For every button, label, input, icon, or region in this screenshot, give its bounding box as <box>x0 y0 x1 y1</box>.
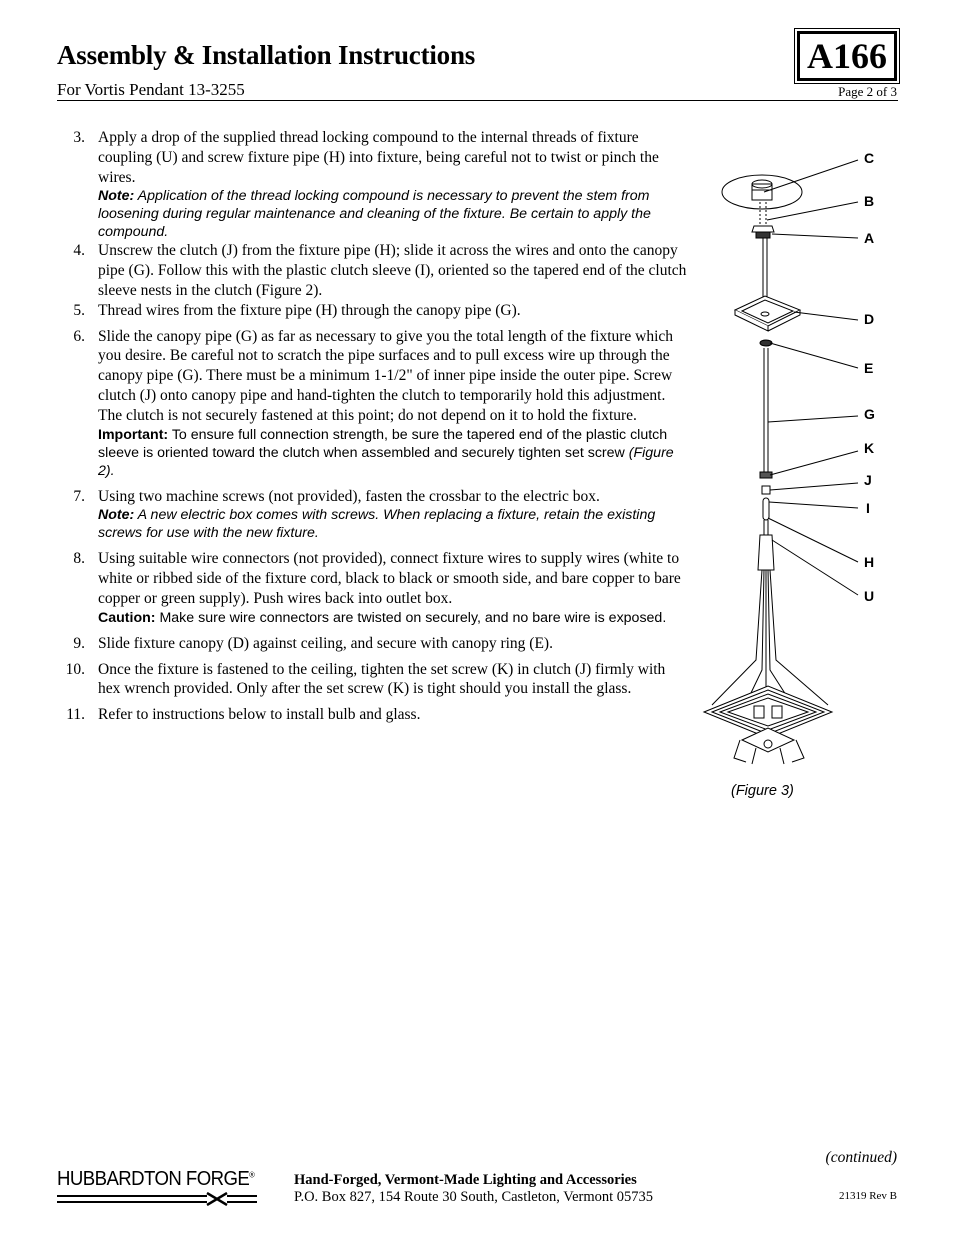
step-10: 10. Once the fixture is fastened to the ceiling, tighten the set screw (K) in clutch (J) firmly with hex wrench provided. Only after the set screw (K) is tight should you install the glass. <box>65 660 666 698</box>
step-important: Important: To ensure full connection strength, be sure the tapered end of the plastic clutch sleeve is oriented toward the clutch when assembled and securely tighten set screw (Figure 2). <box>98 426 674 479</box>
step-8: 8. Using suitable wire connectors (not provided), connect fixture wires to supply wires (white to white or ribbed side of the fixture cord, black to black or smooth side, and bare copper to bare copper or green supply). Push wires back into outlet box. Caution: Make sure wire connectors are twisted on securely, and no bare wire is exposed. <box>57 549 689 626</box>
part-label: E <box>864 360 874 376</box>
step-7: 7. Using two machine screws (not provided), fasten the crossbar to the electric box. Note: A new electric box comes with screws. When replacing a fixture, retain the existing screws for use with the new fixture. <box>57 487 689 543</box>
page-title: Assembly & Installation Instructions <box>57 40 476 70</box>
document-revision: 21319 Rev B <box>838 1190 897 1202</box>
part-label: I <box>866 500 870 516</box>
footer-tagline: Hand-Forged, Vermont-Made Lighting and Accessories <box>294 1172 637 1188</box>
step-text: Slide fixture canopy (D) against ceiling, and secure with canopy ring (E). <box>98 634 553 652</box>
step-caution: Caution: Make sure wire connectors are twisted on securely, and no bare wire is exposed. <box>98 609 667 626</box>
part-labels <box>864 150 875 604</box>
step-text: Once the fixture is fastened to the ceiling, tighten the set screw (K) in clutch (J) firmly with hex wrench provided. Only after the set screw (K) is tight should you install the glass. <box>98 660 666 698</box>
step-note: Note: Application of the thread locking compound is necessary to prevent the stem from loosening during regular maintenance and cleaning of the fixture. Be certain to apply the compound. <box>98 188 651 241</box>
clutch-part <box>762 486 770 494</box>
electric-box-part <box>722 175 802 209</box>
step-text: Refer to instructions below to install bulb and glass. <box>98 706 421 724</box>
part-label: H <box>864 554 875 570</box>
fixture-coupling-part <box>758 535 774 570</box>
page-number: Page 2 of 3 <box>838 84 897 99</box>
step-9: 9. Slide fixture canopy (D) against ceiling, and secure with canopy ring (E). <box>73 634 553 652</box>
figure-caption: (Figure 3) <box>731 783 794 799</box>
glass-shade-part <box>704 686 832 764</box>
step-6: 6. Slide the canopy pipe (G) as far as necessary to give you the total length of the fixture which you desire. Be careful not to scratch the pipe surfaces and to pull excess wire up through the canopy pipe (G). There must be a minimum 1-1/2" of inner pipe inside the outer pipe. Screw clutch (J) onto canopy pipe and hand-tighten the clutch to temporarily hold this adjustment. The clutch is not securely fastened at this point; do not depend on it to hold the fixture. Important: To ensure full connection strength, be sure the tapered end of the plastic clutch sleeve is oriented toward the clutch when assembled and securely tighten set screw (Figure 2). <box>57 327 689 480</box>
instruction-steps <box>57 128 689 725</box>
logo-forge-mark-icon <box>57 1192 262 1206</box>
part-label: B <box>864 193 875 209</box>
clutch-sleeve-part <box>763 498 769 520</box>
part-label: U <box>864 588 875 604</box>
leader-lines <box>764 160 858 595</box>
step-11: 11. Refer to instructions below to install bulb and glass. <box>66 706 421 724</box>
hubbardton-forge-logo <box>57 1168 267 1210</box>
mounting-hardware-part <box>752 202 774 238</box>
step-4: 4. Unscrew the clutch (J) from the fixture pipe (H); slide it across the wires and onto the canopy pipe (G). Follow this with the plastic clutch sleeve (I), oriented so the tapered end of the clutch sleeve nests in the clutch (Figure 2). <box>73 242 687 299</box>
canopy-part <box>735 296 800 331</box>
fixture-body-part <box>712 570 828 705</box>
pendant-exploded-diagram <box>690 140 950 780</box>
product-subtitle: For Vortis Pendant 13-3255 <box>57 80 245 99</box>
logo-wordmark: HUBBARDTON FORGE <box>57 1168 250 1190</box>
step-text: Unscrew the clutch (J) from the fixture pipe (H); slide it across the wires and onto the canopy pipe (G). Follow this with the plastic clutch sleeve (I), oriented so the tapered end of the clutch sleeve nests in the clutch (Figure 2). <box>98 242 687 299</box>
step-text: Using suitable wire connectors (not provided), connect fixture wires to supply wires (white to white or ribbed side of the fixture cord, black to black or smooth side, and bare copper to bare copper or green supply). Push wires back into outlet box. <box>98 550 681 607</box>
step-text: Using two machine screws (not provided), fasten the crossbar to the electric box. <box>98 487 600 505</box>
part-label: K <box>864 440 875 456</box>
step-text: Thread wires from the fixture pipe (H) through the canopy pipe (G). <box>98 301 521 319</box>
part-label: D <box>864 311 875 327</box>
part-label: J <box>864 472 872 488</box>
step-text: Slide the canopy pipe (G) as far as necessary to give you the total length of the fixture which you desire. Be careful not to scratch the pipe surfaces and to pull excess wire up through the canopy pipe (G). There must be a minimum 1-1/2" of inner pipe inside the outer pipe. Screw clutch (J) onto canopy pipe and hand-tighten the clutch to temporarily hold this adjustment. The clutch is not securely fastened at this point; do not depend on it to hold the fixture. <box>98 327 674 424</box>
header-divider <box>57 100 898 101</box>
part-label: C <box>864 150 875 166</box>
step-3: 3. Apply a drop of the supplied thread locking compound to the internal threads of fixture coupling (U) and screw fixture pipe (H) into fixture, being careful not to twist or pinch the wires. Note: Application of the thread locking compound is necessary to prevent the stem from loosening during regular maintenance and cleaning of the fixture. Be certain to apply the compound. <box>57 128 689 241</box>
step-note: Note: A new electric box comes with screws. When replacing a fixture, retain the existing screws for use with the new fixture. <box>98 507 656 542</box>
step-text: Apply a drop of the supplied thread locking compound to the internal threads of fixture coupling (U) and screw fixture pipe (H) into fixture, being careful not to twist or pinch the wires. <box>98 129 659 186</box>
continued-note: (continued) <box>825 1149 897 1166</box>
document-code-badge: A166 <box>797 31 897 81</box>
footer-address: P.O. Box 827, 154 Route 30 South, Castleton, Vermont 05735 <box>294 1189 654 1205</box>
registered-mark: ® <box>249 1170 255 1180</box>
step-5: 5. Thread wires from the fixture pipe (H) through the canopy pipe (G). <box>73 301 521 319</box>
part-label: A <box>864 230 875 246</box>
part-label: G <box>864 406 875 422</box>
